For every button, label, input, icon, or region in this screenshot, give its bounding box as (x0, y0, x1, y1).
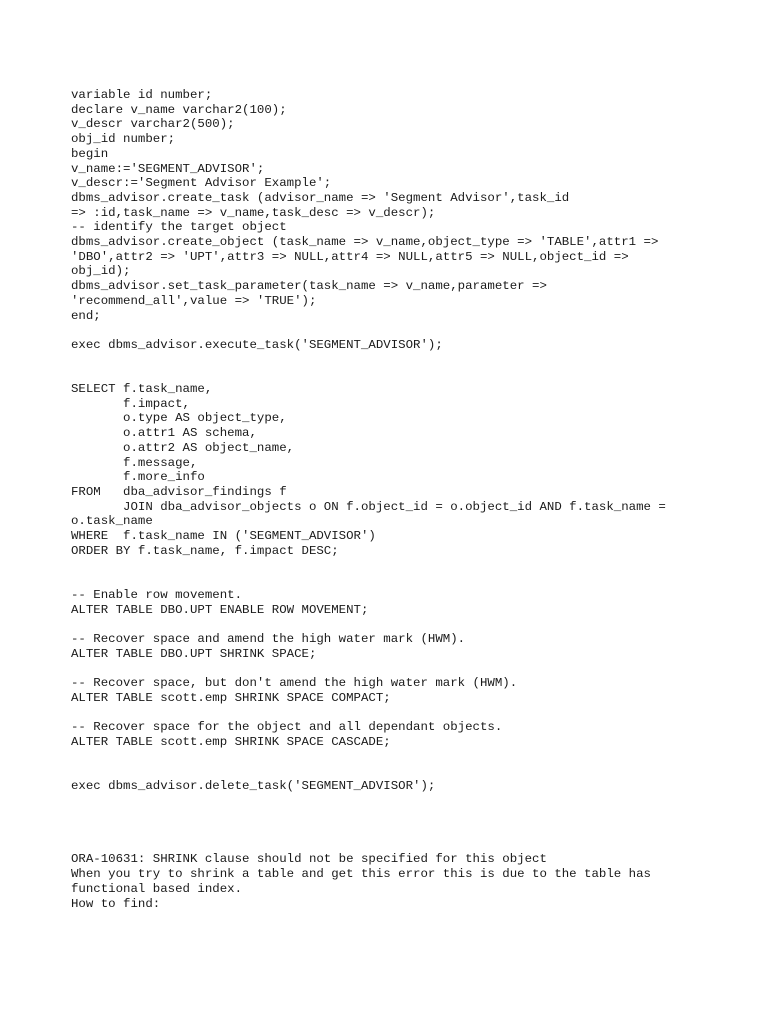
document-line: v_descr varchar2(500); (71, 117, 235, 132)
document-line: f.impact, (71, 396, 190, 411)
document-line: SELECT f.task_name, (71, 382, 213, 396)
document-line: -- Recover space, but don't amend the high water mark (HWM). (71, 676, 518, 690)
document-line: f.more_info (71, 470, 205, 485)
document-line: ALTER TABLE DBO.UPT ENABLE ROW MOVEMENT; (71, 602, 369, 617)
document-line: o.task_name (71, 514, 153, 529)
document-line: dbms_advisor.create_task (advisor_name => 'Segment Advisor',task_id (71, 190, 570, 205)
document-line: end; (71, 308, 101, 323)
document-line: dbms_advisor.set_task_parameter(task_name => v_name,parameter => (71, 279, 547, 294)
document-line: declare v_name varchar2(100); (71, 102, 287, 117)
document-line: -- Enable row movement. (71, 587, 243, 602)
document-line: ALTER TABLE DBO.UPT SHRINK SPACE; (71, 646, 317, 661)
document-line: functional based index. (71, 881, 243, 896)
document-line: FROM dba_advisor_findings f (71, 484, 287, 499)
document-line: 'recommend_all',value => 'TRUE'); (71, 293, 317, 308)
document-line: When you try to shrink a table and get this error this is due to the table has (71, 867, 651, 882)
document-line: exec dbms_advisor.delete_task('SEGMENT_ADVISOR'); (71, 778, 436, 793)
document-line: f.message, (71, 455, 198, 470)
document-line: ORA-10631: SHRINK clause should not be specified for this object (71, 852, 547, 867)
document-line: exec dbms_advisor.execute_task('SEGMENT_ADVISOR'); (71, 337, 443, 352)
document-line: 'DBO',attr2 => 'UPT',attr3 => NULL,attr4 => NULL,attr5 => NULL,object_id => (71, 249, 629, 264)
document-line: o.attr1 AS schema, (71, 426, 257, 441)
document-line: -- Recover space and amend the high water mark (HWM). (71, 631, 466, 646)
document-line: v_descr:='Segment Advisor Example'; (71, 176, 332, 191)
document-line: -- Recover space for the object and all dependant objects. (71, 720, 503, 735)
document-line: WHERE f.task_name IN ('SEGMENT_ADVISOR') (71, 529, 376, 543)
document-line: o.type AS object_type, (71, 411, 287, 426)
document-line: JOIN dba_advisor_objects o ON f.object_id = o.object_id AND f.task_name = (71, 499, 666, 514)
document-line: variable id number; (71, 88, 213, 102)
document-line: o.attr2 AS object_name, (71, 440, 295, 455)
document-line: v_name:='SEGMENT_ADVISOR'; (71, 161, 265, 176)
document-line: begin (71, 146, 109, 161)
document-line: dbms_advisor.create_object (task_name => v_name,object_type => 'TABLE',attr1 => (71, 235, 659, 249)
document-line: ALTER TABLE scott.emp SHRINK SPACE COMPACT; (71, 690, 391, 705)
document-line: => :id,task_name => v_name,task_desc => v_descr); (71, 205, 436, 220)
document-line: ALTER TABLE scott.emp SHRINK SPACE CASCADE; (71, 734, 391, 749)
document-line: -- identify the target object (71, 220, 287, 235)
document-line: How to find: (71, 896, 161, 911)
document-line: obj_id); (71, 264, 131, 279)
document-line: ORDER BY f.task_name, f.impact DESC; (71, 543, 339, 558)
document-line: obj_id number; (71, 132, 176, 147)
